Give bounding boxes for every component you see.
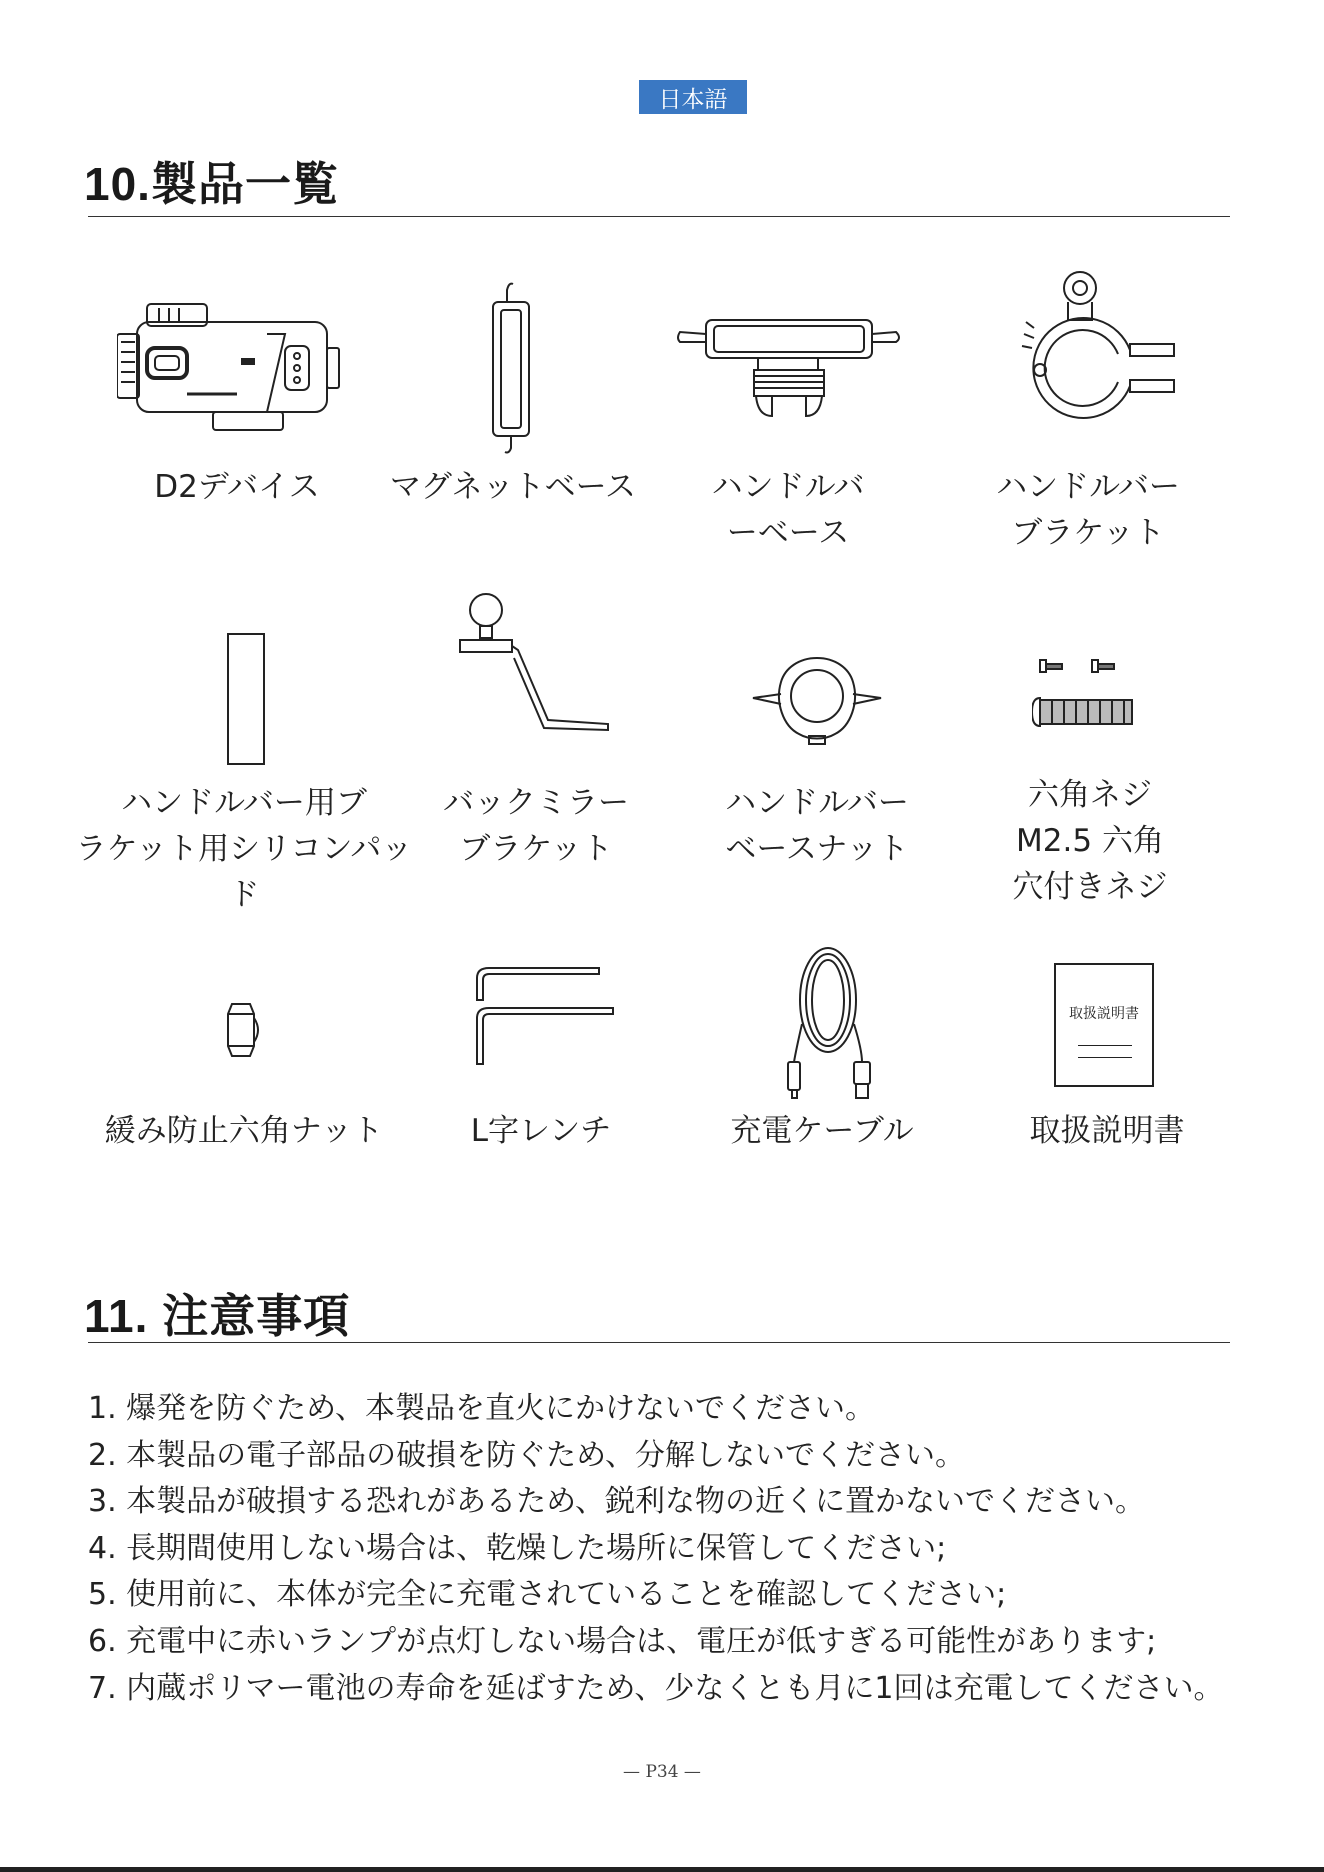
handlebar-bracket-icon <box>1018 270 1178 450</box>
magnet-base-icon <box>483 280 543 456</box>
section-10-title: 10.製品一覧 <box>84 158 339 210</box>
product-label: ハンドルバー用ブ ラケット用シリコンパッド <box>75 785 413 913</box>
product-label: ハンドルバ ーベース <box>711 469 865 551</box>
section-11-rule <box>88 1342 1230 1343</box>
product-label: 六角ネジ M2.5 六角 穴付きネジ <box>1012 777 1168 905</box>
page-number: — P34 — <box>623 1762 701 1782</box>
note-item: 3. 本製品が破損する恐れがあるため、鋭利な物の近くに置かないでください。 <box>88 1484 1145 1520</box>
product-label: バックミラー ブラケット <box>443 785 629 867</box>
silicone-pad-icon <box>226 632 266 766</box>
product-label: ハンドルバー ベースナット <box>725 785 909 867</box>
notes-list <box>88 1386 1223 1712</box>
product-label: 取扱説明書 <box>1029 1113 1185 1149</box>
product-label: D2デバイス <box>154 469 320 505</box>
product-label: ハンドルバー ブラケット <box>996 469 1180 551</box>
lock-nut-icon <box>224 1000 264 1060</box>
note-item: 7. 内蔵ポリマー電池の寿命を延ばすため、少なくとも月に1回は充電してください。 <box>88 1670 1224 1706</box>
manual-icon <box>1054 963 1154 1087</box>
note-item: 2. 本製品の電子部品の破損を防ぐため、分解しないでください。 <box>88 1437 965 1473</box>
product-label: 緩み防止六角ナット <box>104 1113 384 1149</box>
note-item: 1. 爆発を防ぐため、本製品を直火にかけないでください。 <box>88 1391 875 1426</box>
bottom-border <box>0 1867 1324 1872</box>
manual-cover-text: 取扱説明書 <box>1069 1006 1139 1022</box>
product-label: 充電ケーブル <box>730 1113 914 1149</box>
section-11-title: 11. 注意事項 <box>84 1290 351 1342</box>
product-label: マグネットベース <box>389 469 637 505</box>
note-item: 4. 長期間使用しない場合は、乾燥した場所に保管してください; <box>88 1530 947 1566</box>
base-nut-icon <box>747 652 887 752</box>
camera-device-icon <box>117 294 347 434</box>
manual-line <box>1078 1045 1132 1046</box>
note-item: 5. 使用前に、本体が完全に充電されていることを確認してください; <box>88 1577 1007 1613</box>
note-item: 6. 充電中に赤いランプが点灯しない場合は、電圧が低すぎる可能性があります; <box>88 1623 1157 1659</box>
handlebar-base-icon <box>674 312 904 422</box>
mirror-bracket-icon <box>456 590 616 740</box>
hex-screws-icon <box>1032 656 1142 736</box>
l-wrench-icon <box>471 964 621 1074</box>
language-tag: 日本語 <box>639 80 747 114</box>
charging-cable-icon <box>782 940 872 1110</box>
product-label: L字レンチ <box>470 1113 612 1149</box>
manual-line <box>1078 1057 1132 1058</box>
